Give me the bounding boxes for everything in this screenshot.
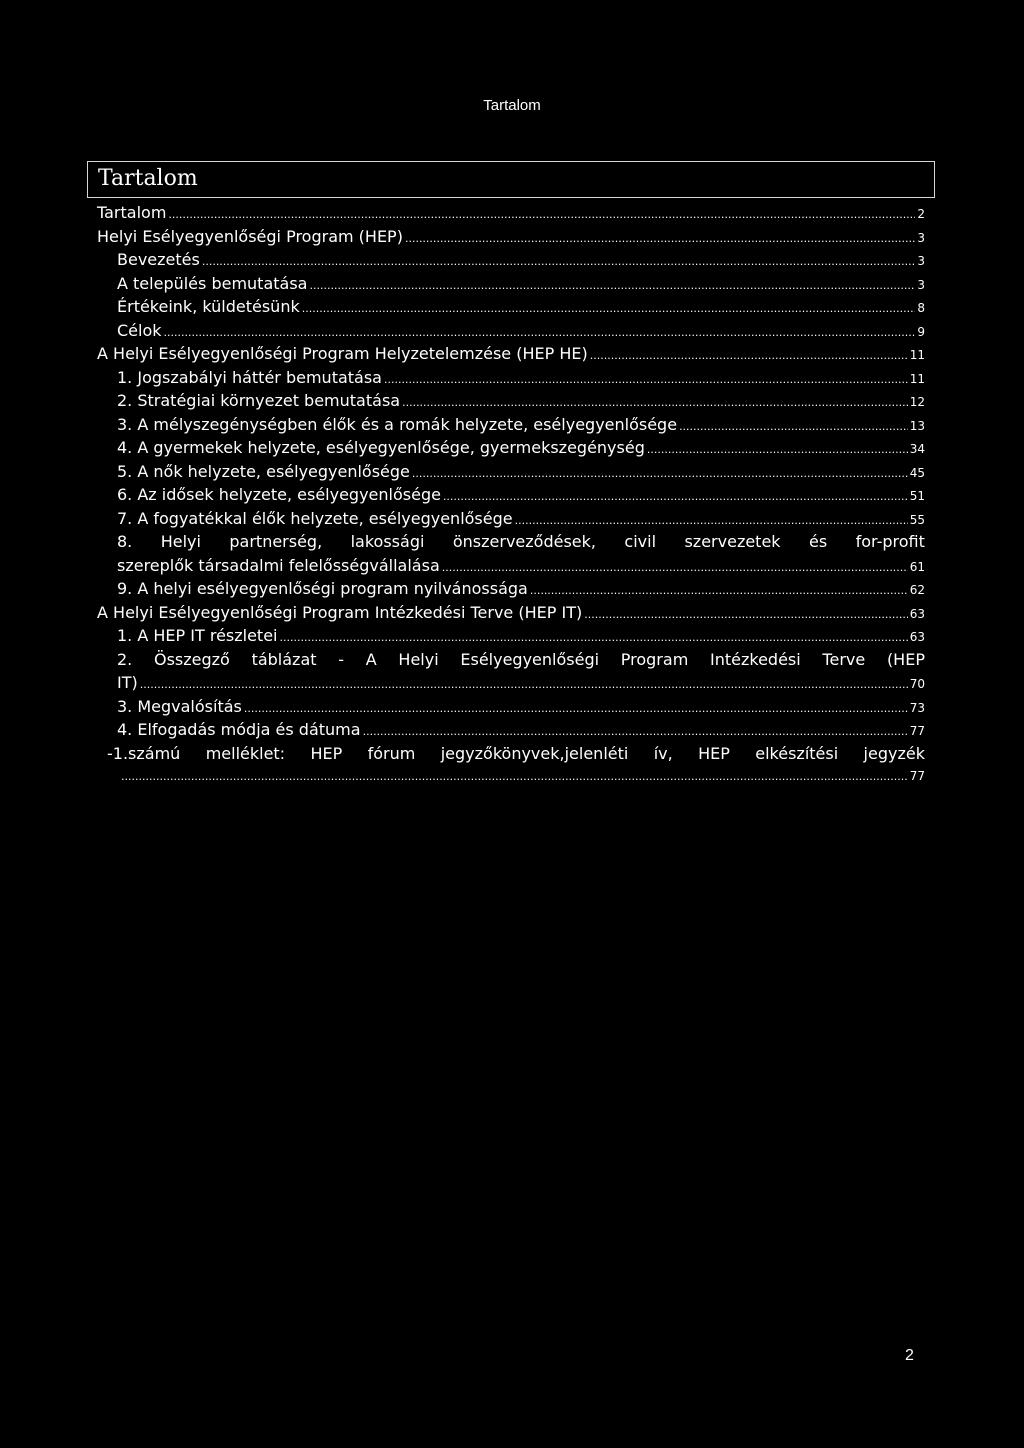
toc-entry[interactable]: [97, 201, 925, 225]
page-number: 2: [905, 1347, 914, 1364]
toc-entry[interactable]: [97, 225, 925, 249]
toc-entry[interactable]: [97, 295, 925, 319]
toc-leader-dots: [405, 227, 915, 251]
toc-word: ív,: [653, 743, 673, 763]
toc-leader-dots: [164, 321, 916, 345]
toc-entry[interactable]: [97, 389, 925, 413]
toc-heading-box: [87, 161, 935, 198]
toc-word: -1.számú: [107, 743, 181, 763]
toc-word: Intézkedési: [710, 649, 801, 669]
toc-word: lakossági: [350, 532, 425, 551]
toc-entry[interactable]: [97, 601, 925, 625]
toc-entry-title: 1. Jogszabályi háttér bemutatása: [117, 367, 382, 387]
toc-entry-page: 11: [909, 371, 925, 386]
toc-entry[interactable]: [97, 436, 925, 460]
toc-entry-title: Értékeink, küldetésünk: [117, 297, 300, 316]
toc-entry-page: 77: [909, 769, 925, 783]
toc-entry-title: szereplők társadalmi felelősségvállalása: [117, 555, 440, 575]
toc-leader-dots: [402, 391, 908, 415]
toc-entry[interactable]: [97, 530, 925, 577]
toc-leader-dots: [363, 720, 908, 744]
toc-entry-title: A Helyi Esélyegyenlőségi Program Helyzetelemzése (HEP HE): [97, 344, 588, 363]
toc-entry[interactable]: [97, 624, 925, 648]
toc-entry[interactable]: [97, 319, 925, 343]
toc-word: for-profit: [855, 532, 925, 551]
toc-leader-dots: [202, 250, 916, 274]
toc-entry[interactable]: [97, 248, 925, 272]
toc-entry[interactable]: [97, 577, 925, 601]
toc-word: HEP: [310, 743, 343, 763]
toc-entry-page: 3: [917, 230, 925, 245]
toc-leader-dots: [384, 368, 908, 392]
toc-heading: Tartalom: [98, 166, 198, 191]
toc-word: HEP: [698, 743, 730, 763]
toc-entry-title: 5. A nők helyzete, esélyegyenlősége: [117, 461, 410, 481]
toc-entry-title: Helyi Esélyegyenlőségi Program (HEP): [97, 226, 403, 246]
toc-word: (HEP: [886, 649, 925, 669]
toc-entry-title: 3. A mélyszegénységben élők és a romák helyzete, esélyegyenlősége: [117, 414, 678, 434]
toc-entry-title: Bevezetés: [117, 250, 200, 269]
toc-word: Program: [620, 649, 689, 669]
toc-entry-page: 62: [909, 583, 925, 597]
toc-entry-page: 13: [909, 418, 925, 433]
toc-entry-title: Célok: [117, 320, 162, 340]
toc-entry-title-line2: [107, 765, 925, 789]
running-header: Tartalom: [483, 97, 541, 114]
toc-entry-page: 70: [909, 677, 925, 691]
toc-entry-title: 3. Megvalósítás: [117, 696, 242, 716]
toc-entry-title-line1: [117, 648, 925, 672]
toc-entry-title-line2: [117, 671, 925, 695]
toc-word: Helyi: [398, 649, 439, 669]
toc-entry-title: 1. A HEP IT részletei: [117, 626, 278, 645]
toc-entry[interactable]: [97, 460, 925, 484]
table-of-contents: [97, 201, 925, 789]
toc-leader-dots: [168, 203, 915, 227]
toc-entry-title: IT): [117, 673, 138, 692]
toc-word: Esélyegyenlőségi: [460, 649, 600, 669]
toc-entry-page: 45: [909, 465, 925, 480]
toc-leader-dots: [309, 274, 915, 298]
toc-entry-title: 2. Stratégiai környezet bemutatása: [117, 391, 401, 410]
toc-word: -: [338, 649, 345, 669]
toc-entry-page: 63: [909, 630, 925, 644]
toc-entry[interactable]: [97, 483, 925, 507]
toc-entry-page: 77: [909, 724, 925, 738]
toc-leader-dots: [121, 765, 908, 789]
toc-entry-title: Tartalom: [97, 203, 167, 222]
toc-word: önszerveződések,: [452, 532, 596, 551]
toc-leader-dots: [443, 485, 908, 509]
toc-entry-title: A Helyi Esélyegyenlőségi Program Intézkedési Terve (HEP IT): [97, 602, 583, 622]
toc-entry[interactable]: [97, 366, 925, 390]
toc-leader-dots: [280, 626, 908, 650]
toc-entry[interactable]: [97, 718, 925, 742]
toc-word: és: [809, 532, 828, 551]
toc-entry-page: 3: [917, 254, 925, 268]
toc-entry-page: 2: [917, 207, 925, 221]
toc-entry-title: A település bemutatása: [117, 273, 308, 293]
toc-entry-page: 73: [909, 700, 925, 715]
toc-entry-page: 61: [909, 559, 925, 574]
toc-entry-page: 34: [909, 442, 925, 456]
toc-entry-page: 11: [909, 348, 925, 362]
toc-leader-dots: [515, 509, 908, 533]
toc-word: 2.: [117, 649, 133, 669]
toc-entry-page: 12: [909, 395, 925, 409]
toc-entry-title: 4. A gyermekek helyzete, esélyegyenlősége, gyermekszegénység: [117, 438, 645, 457]
toc-word: elkészítési: [755, 743, 839, 763]
toc-word: partnerség,: [229, 532, 323, 551]
toc-word: melléklet:: [205, 743, 286, 763]
toc-leader-dots: [302, 297, 916, 321]
toc-leader-dots: [647, 438, 908, 462]
toc-entry-page: 55: [909, 512, 925, 527]
toc-entry[interactable]: [97, 413, 925, 437]
toc-entry-title: 9. A helyi esélyegyenlőségi program nyilvánossága: [117, 579, 528, 598]
toc-entry-title: 7. A fogyatékkal élők helyzete, esélyegyenlősége: [117, 508, 513, 528]
toc-entry-title-line1: [107, 742, 925, 766]
toc-entry-title: 6. Az idősek helyzete, esélyegyenlősége: [117, 485, 441, 504]
toc-entry[interactable]: [97, 342, 925, 366]
toc-entry[interactable]: [97, 742, 925, 789]
toc-entry-page: 63: [909, 606, 925, 621]
toc-entry-page: 51: [909, 489, 925, 503]
toc-leader-dots: [412, 462, 908, 486]
toc-word: Helyi: [160, 532, 201, 551]
toc-entry-title-line2: [117, 554, 925, 578]
toc-word: táblázat: [251, 649, 317, 669]
toc-entry-title-line1: [117, 530, 925, 554]
toc-leader-dots: [679, 415, 908, 439]
toc-leader-dots: [584, 603, 908, 627]
toc-entry[interactable]: [97, 507, 925, 531]
toc-word: A: [365, 649, 377, 669]
toc-entry-title: 4. Elfogadás módja és dátuma: [117, 720, 361, 739]
toc-entry-page: 9: [917, 324, 925, 339]
toc-word: jegyzék: [863, 743, 925, 763]
toc-entry[interactable]: [97, 648, 925, 695]
toc-leader-dots: [590, 344, 908, 368]
toc-word: jegyzőkönyvek,jelenléti: [440, 743, 629, 763]
toc-word: fórum: [367, 743, 416, 763]
toc-entry[interactable]: [97, 272, 925, 296]
toc-entry-page: 8: [917, 301, 925, 315]
toc-word: civil: [624, 532, 657, 551]
toc-leader-dots: [244, 697, 908, 721]
toc-leader-dots: [442, 556, 908, 580]
toc-word: 8.: [117, 532, 133, 551]
toc-word: szervezetek: [684, 532, 781, 551]
toc-word: Terve: [822, 649, 866, 669]
toc-leader-dots: [530, 579, 908, 603]
toc-entry-page: 3: [917, 277, 925, 292]
toc-word: Összegző: [153, 649, 230, 669]
toc-entry[interactable]: [97, 695, 925, 719]
toc-leader-dots: [140, 673, 908, 697]
